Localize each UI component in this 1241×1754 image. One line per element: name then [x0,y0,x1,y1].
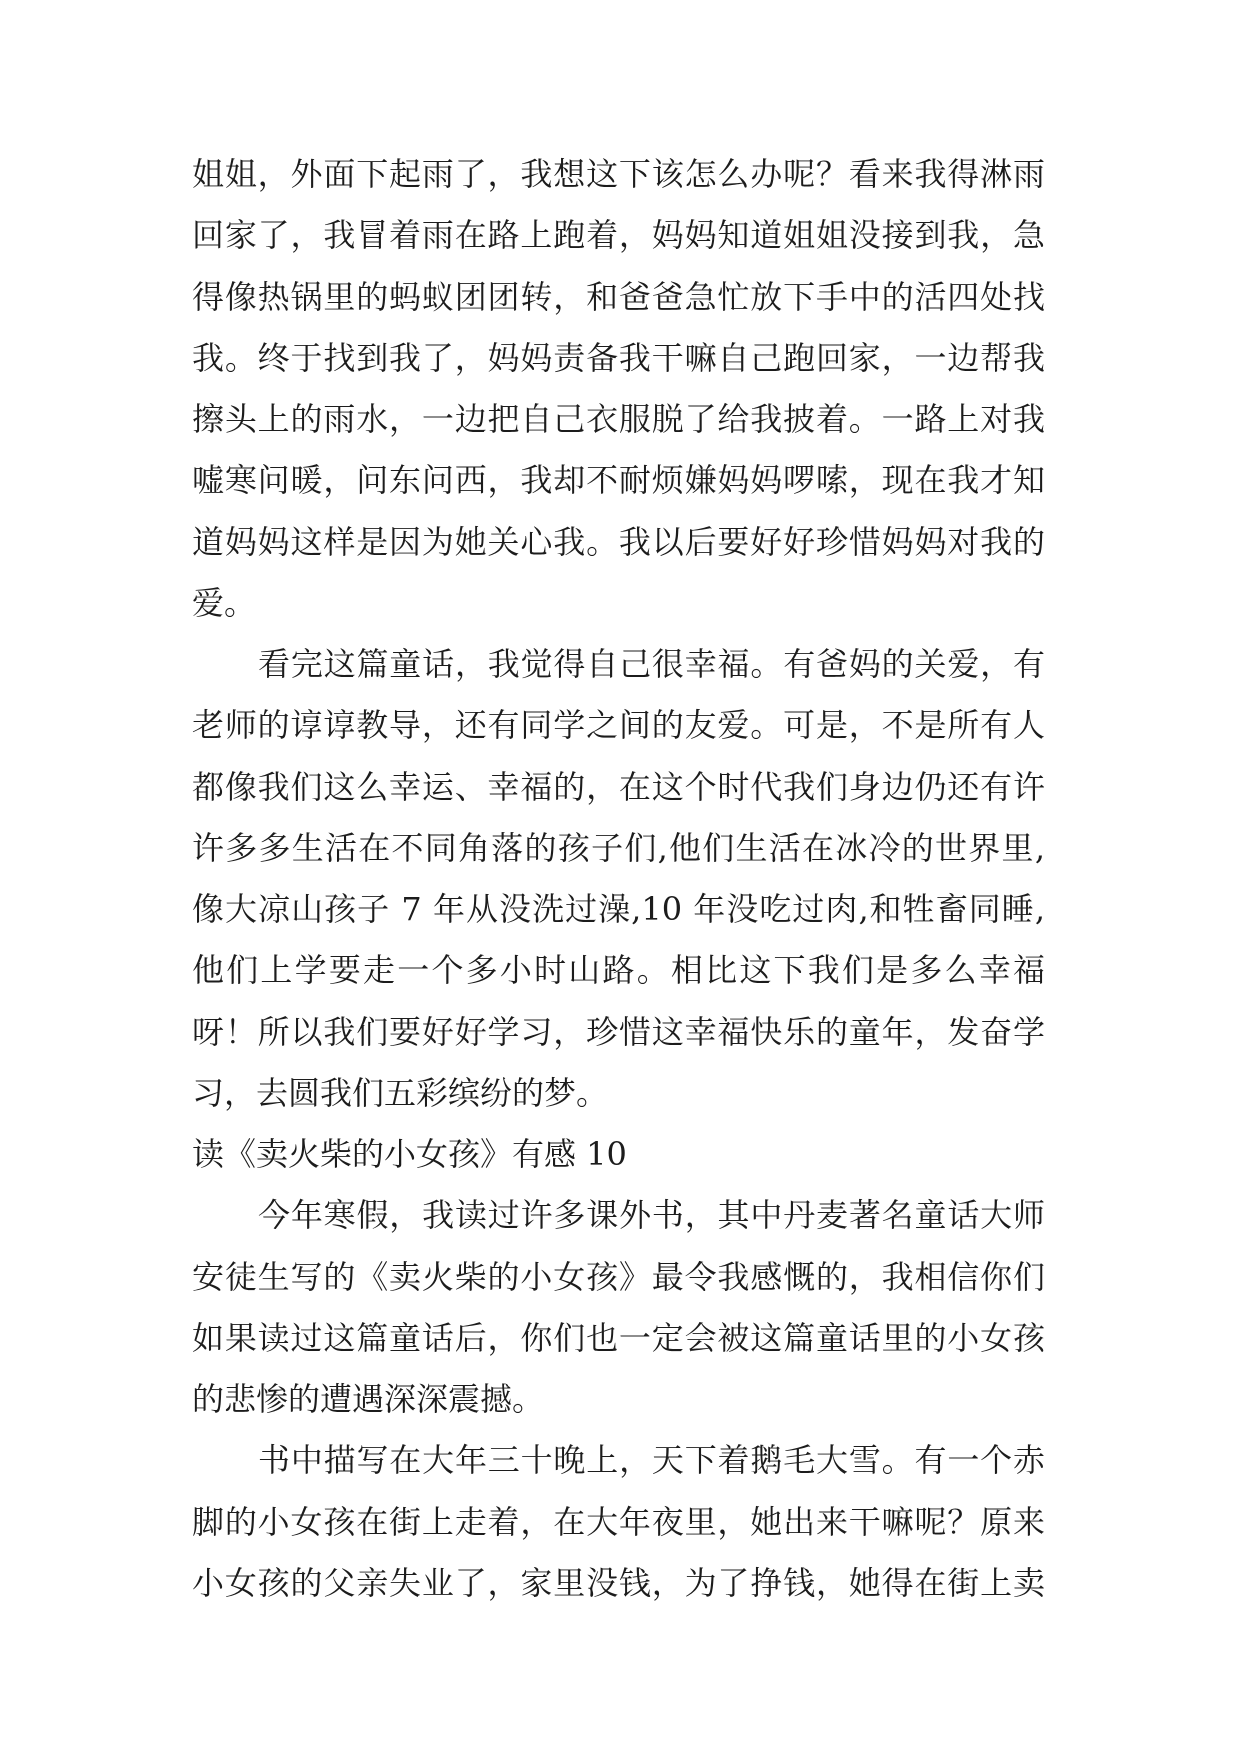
paragraph [192,1185,1045,1430]
section-heading: 读《卖火柴的小女孩》有感 10 [192,1135,627,1173]
paragraph [192,1430,1045,1614]
text-line: 老师的谆谆教导，还有同学之间的友爱。可是，不是所有人 [192,706,1045,745]
text-line: 习，去圆我们五彩缤纷的梦。 [192,1073,609,1112]
text-line: 爱。 [192,583,257,622]
text-line: 都像我们这么幸运、幸福的，在这个时代我们身边仍还有许 [192,767,1045,806]
text-line: 道妈妈这样是因为她关心我。我以后要好好珍惜妈妈对我的 [192,522,1045,561]
text-line: 嘘寒问暖，问东问西，我却不耐烦嫌妈妈啰嗦，现在我才知 [192,461,1045,500]
document-page [192,144,1045,1614]
text-line: 我。终于找到我了，妈妈责备我干嘛自己跑回家，一边帮我 [192,338,1045,377]
text-line: 许多多生活在不同角落的孩子们,他们生活在冰冷的世界里, [192,828,1045,867]
text-line: 姐姐，外面下起雨了，我想这下该怎么办呢？看来我得淋雨 [192,155,1045,193]
text-line: 脚的小女孩在街上走着，在大年夜里，她出来干嘛呢？原来 [192,1502,1045,1541]
text-line: 回家了，我冒着雨在路上跑着，妈妈知道姐姐没接到我，急 [192,216,1045,255]
text-line: 擦头上的雨水，一边把自己衣服脱了给我披着。一路上对我 [192,400,1045,438]
text-line: 书中描写在大年三十晚上，天下着鹅毛大雪。有一个赤 [258,1441,1045,1480]
text-line: 今年寒假，我读过许多课外书，其中丹麦著名童话大师 [258,1196,1045,1235]
paragraph-continuation [192,144,1045,634]
text-line: 如果读过这篇童话后，你们也一定会被这篇童话里的小女孩 [192,1318,1045,1357]
text-line: 他们上学要走一个多小时山路。相比这下我们是多么幸福 [192,951,1045,990]
text-line: 安徒生写的《卖火柴的小女孩》最令我感慨的，我相信你们 [192,1257,1045,1296]
text-line: 得像热锅里的蚂蚁团团转，和爸爸急忙放下手中的活四处找 [192,277,1045,316]
text-line: 像大凉山孩子 7 年从没洗过澡,10 年没吃过肉,和牲畜同睡, [192,890,1045,928]
text-line: 小女孩的父亲失业了，家里没钱，为了挣钱，她得在街上卖 [192,1563,1045,1602]
text-line: 呀！所以我们要好好学习，珍惜这幸福快乐的童年，发奋学 [192,1012,1045,1051]
text-line: 看完这篇童话，我觉得自己很幸福。有爸妈的关爱，有 [258,645,1045,683]
text-line: 的悲惨的遭遇深深震撼。 [192,1380,545,1418]
paragraph [192,634,1045,1124]
